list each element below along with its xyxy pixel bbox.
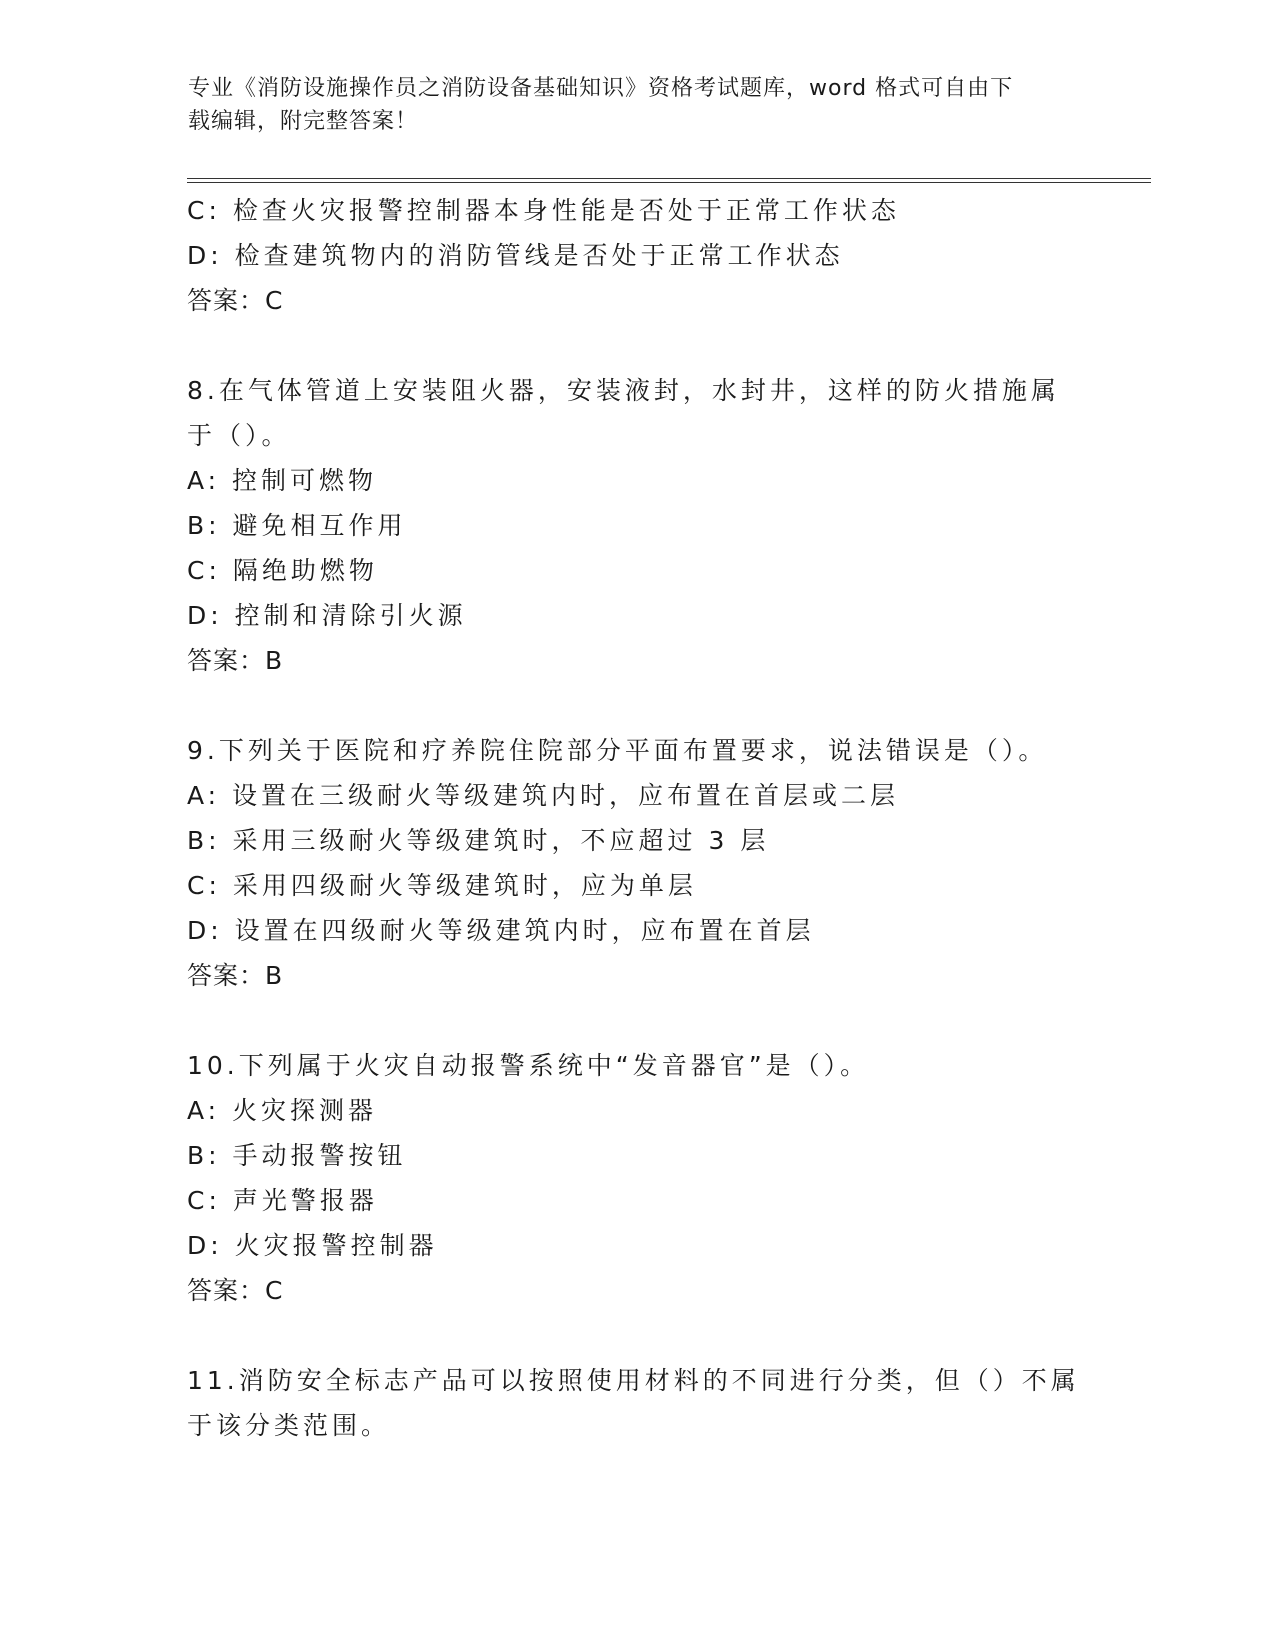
option-a: A: 设置在三级耐火等级建筑内时，应布置在首层或二层 bbox=[187, 781, 900, 810]
question-list bbox=[187, 188, 1087, 1448]
question-stem: 10.下列属于火灾自动报警系统中“发音器官”是（）。 bbox=[187, 1051, 870, 1080]
header-line-2: 载编辑，附完整答案！ bbox=[188, 109, 419, 134]
option-d: D: 控制和清除引火源 bbox=[187, 601, 467, 630]
question-11 bbox=[187, 1358, 1087, 1448]
option-b: B: 避免相互作用 bbox=[187, 511, 407, 540]
option-b: B: 手动报警按钮 bbox=[187, 1141, 407, 1170]
question-10 bbox=[187, 1043, 1087, 1313]
question-stem: 8.在气体管道上安装阻火器，安装液封，水封井，这样的防火措施属 bbox=[187, 376, 1060, 405]
spacer bbox=[187, 1313, 1087, 1358]
option-d: D: 设置在四级耐火等级建筑内时，应布置在首层 bbox=[187, 916, 815, 945]
header-divider-top bbox=[187, 178, 1151, 179]
option-c: C: 采用四级耐火等级建筑时，应为单层 bbox=[187, 871, 697, 900]
answer-line: 答案：C bbox=[187, 1276, 284, 1305]
question-stem: 11.消防安全标志产品可以按照使用材料的不同进行分类，但（）不属 bbox=[187, 1366, 1080, 1395]
header-line-1: 专业《消防设施操作员之消防设备基础知识》资格考试题库，word 格式可自由下 bbox=[188, 76, 1014, 101]
question-8 bbox=[187, 368, 1087, 683]
spacer bbox=[187, 998, 1087, 1043]
spacer bbox=[187, 683, 1087, 728]
document-header bbox=[188, 72, 1088, 138]
header-divider-bottom bbox=[187, 182, 1151, 183]
answer-line: 答案：B bbox=[187, 646, 284, 675]
answer-line: 答案：C bbox=[187, 286, 284, 315]
option-a: A: 火灾探测器 bbox=[187, 1096, 378, 1125]
question-9 bbox=[187, 728, 1087, 998]
question-stem-cont: 于该分类范围。 bbox=[187, 1411, 391, 1440]
spacer bbox=[187, 323, 1087, 368]
option-c: C: 声光警报器 bbox=[187, 1186, 378, 1215]
question-stem: 9.下列关于医院和疗养院住院部分平面布置要求，说法错误是（）。 bbox=[187, 736, 1048, 765]
option-c: C: 检查火灾报警控制器本身性能是否处于正常工作状态 bbox=[187, 196, 900, 225]
option-d: D: 火灾报警控制器 bbox=[187, 1231, 438, 1260]
option-b: B: 采用三级耐火等级建筑时，不应超过 3 层 bbox=[187, 826, 770, 855]
option-c: C: 隔绝助燃物 bbox=[187, 556, 378, 585]
question-stem-cont: 于（）。 bbox=[187, 421, 291, 450]
prev-question-block bbox=[187, 188, 1087, 323]
option-a: A: 控制可燃物 bbox=[187, 466, 378, 495]
answer-line: 答案：B bbox=[187, 961, 284, 990]
option-d: D: 检查建筑物内的消防管线是否处于正常工作状态 bbox=[187, 241, 844, 270]
